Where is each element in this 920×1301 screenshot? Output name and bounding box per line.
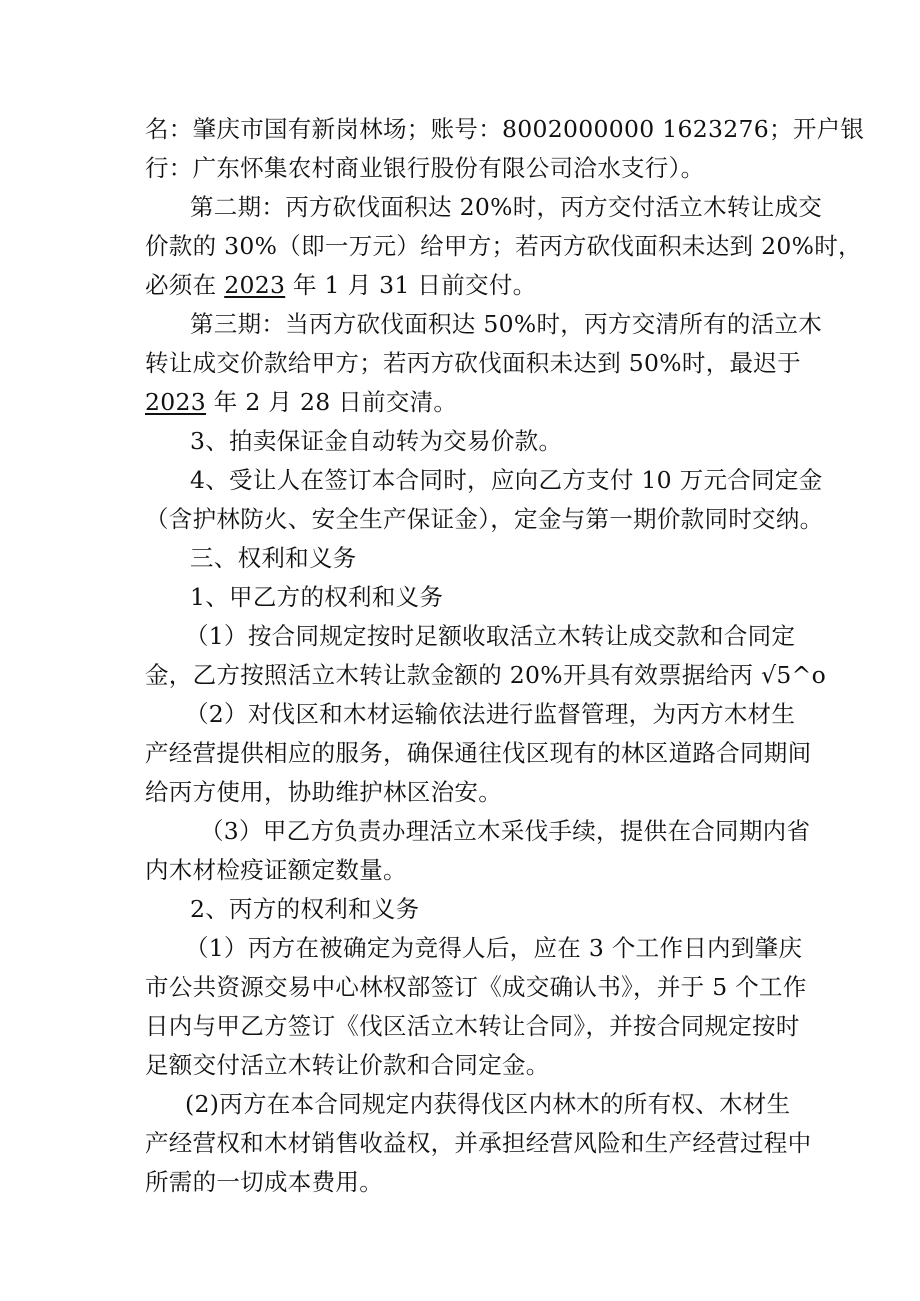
paragraph-line: 足额交付活立木转让价款和合同定金。: [145, 1051, 550, 1079]
paragraph-line: 名：肇庆市国有新岗林场；账号：8002000000 1623276；开户银: [145, 115, 865, 143]
paragraph-line: （2）对伐区和木材运输依法进行监督管理，为丙方木材生: [185, 700, 796, 728]
paragraph-line: 日内与甲乙方签订《伐区活立木转让合同》，并按合同规定按时: [145, 1012, 800, 1040]
paragraph-line: 市公共资源交易中心林权部签订《成交确认书》，并于 5 个工作: [145, 973, 807, 1001]
paragraph-line: （含护林防火、安全生产保证金），定金与第一期价款同时交纳。: [145, 505, 824, 533]
paragraph-line: 行：广东怀集农村商业银行股份有限公司洽水支行）。: [145, 154, 705, 182]
text-segment: 必须在: [145, 271, 217, 299]
paragraph-line: [145, 271, 537, 299]
subsection-heading: 2、丙方的权利和义务: [190, 895, 420, 923]
paragraph-line: 产经营提供相应的服务，确保通往伐区现有的林区道路合同期间: [145, 739, 812, 767]
underlined-year: 2023: [145, 388, 207, 416]
paragraph-line: 所需的一切成本费用。: [145, 1168, 383, 1196]
paragraph-line: 3、拍卖保证金自动转为交易价款。: [190, 427, 563, 455]
underlined-year: 2023: [224, 271, 286, 299]
paragraph-line: （3）甲乙方负责办理活立木采伐手续，提供在合同期内省: [200, 817, 811, 845]
paragraph-line: 价款的 30%（即一万元）给甲方；若丙方砍伐面积未达到 20%时，: [145, 232, 862, 260]
paragraph-line: 第二期：丙方砍伐面积达 20%时，丙方交付活立木转让成交: [190, 193, 823, 221]
paragraph-line: 产经营权和木材销售收益权，并承担经营风险和生产经营过程中: [145, 1129, 812, 1157]
paragraph-line: 金，乙方按照活立木转让款金额的 20%开具有效票据给丙 √5^o: [145, 661, 827, 689]
paragraph-line: （1）丙方在被确定为竞得人后，应在 3 个工作日内到肇庆: [185, 934, 803, 962]
paragraph-line: 转让成交价款给甲方；若丙方砍伐面积未达到 50%时，最迟于: [145, 349, 801, 377]
paragraph-line: [145, 388, 458, 416]
subsection-heading: 1、甲乙方的权利和义务: [190, 583, 444, 611]
paragraph-line: （1）按合同规定按时足额收取活立木转让成交款和合同定: [185, 622, 796, 650]
paragraph-line: 第三期：当丙方砍伐面积达 50%时，丙方交清所有的活立木: [190, 310, 823, 338]
paragraph-line: (2)丙方在本合同规定内获得伐区内林木的所有权、木材生: [185, 1090, 791, 1118]
section-heading: 三、权利和义务: [190, 544, 357, 572]
paragraph-line: 内木材检疫证额定数量。: [145, 856, 407, 884]
text-segment: 年 1 月 31 日前交付。: [292, 271, 537, 299]
paragraph-line: 4、受让人在签订本合同时，应向乙方支付 10 万元合同定金: [190, 466, 823, 494]
paragraph-line: 给丙方使用，协助维护林区治安。: [145, 778, 502, 806]
text-segment: 年 2 月 28 日前交清。: [213, 388, 458, 416]
